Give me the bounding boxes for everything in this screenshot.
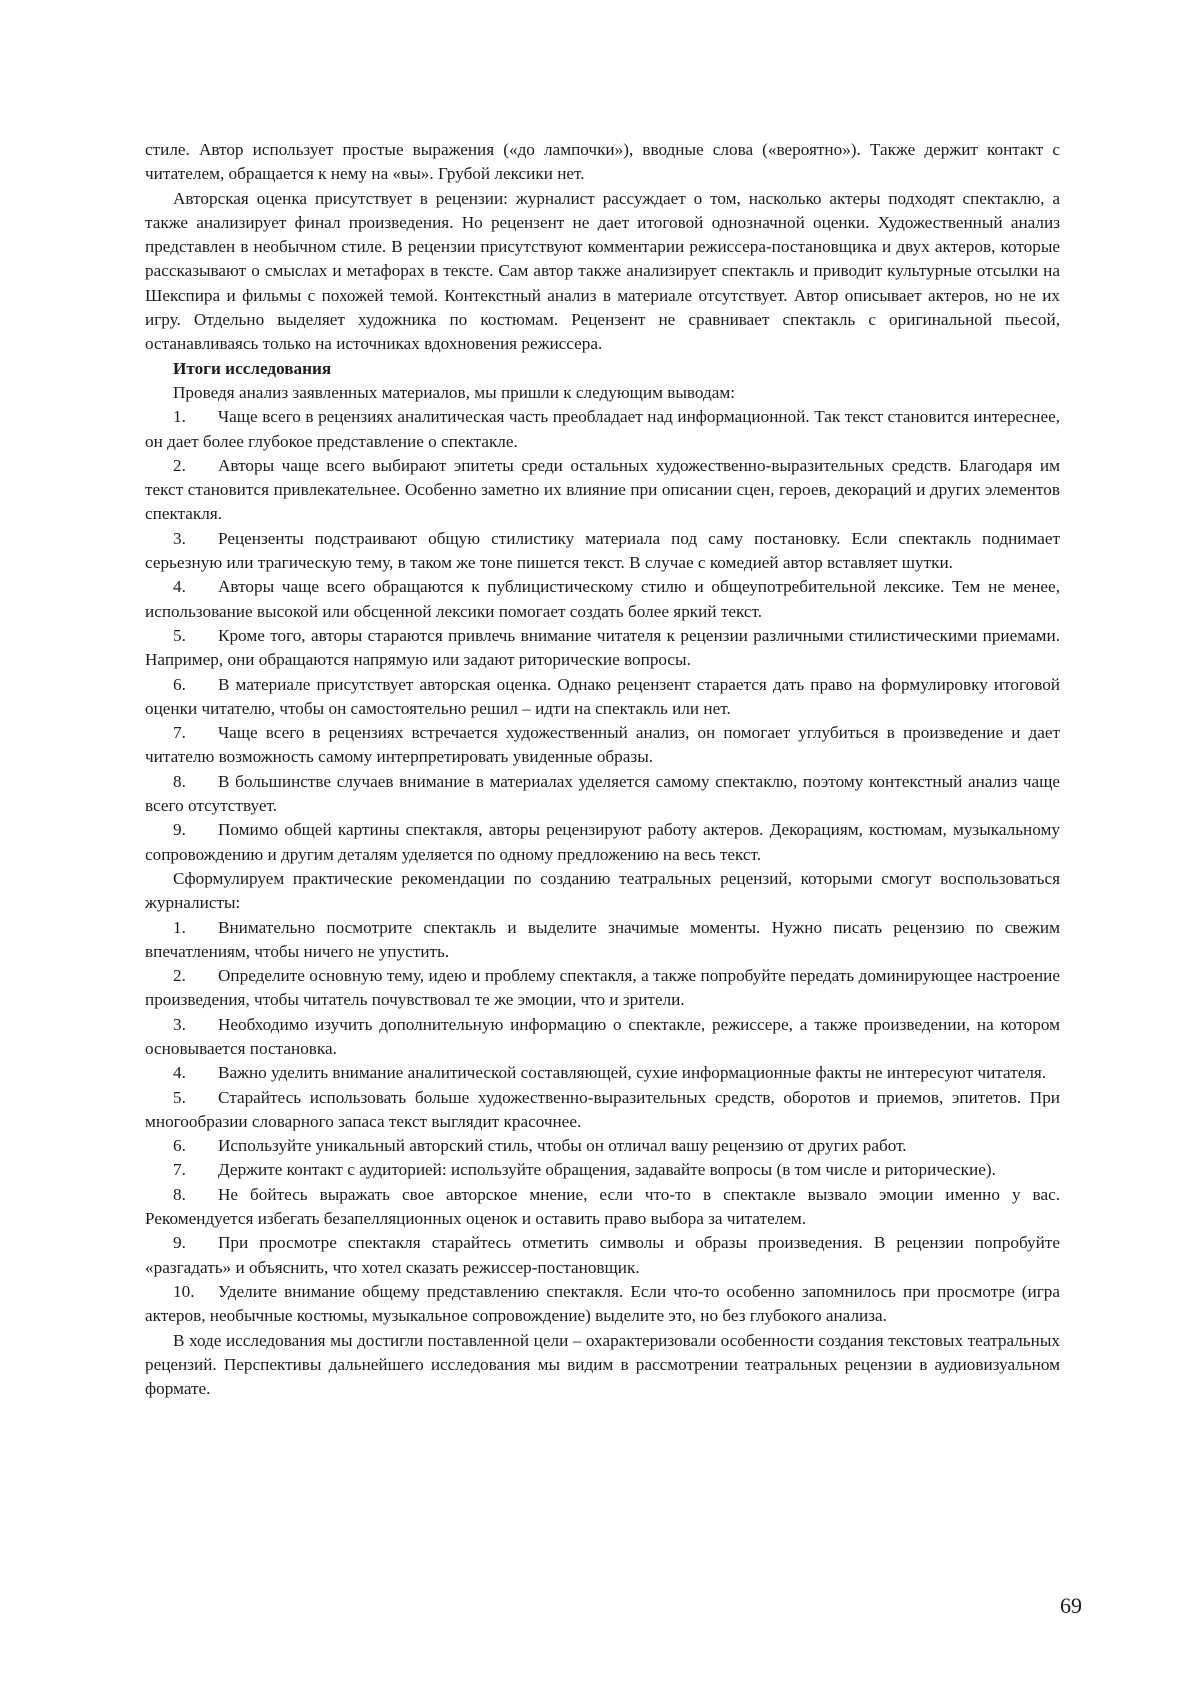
recommendation-item-3 — [145, 1013, 1060, 1062]
recommendation-item-8 — [145, 1183, 1060, 1232]
item-number: 4. — [173, 577, 186, 597]
item-text: Чаще всего в рецензиях встречается художественный анализ, он помогает углубиться в произведение и дает читателю возможность самому интерпретировать увиденные образы. — [145, 723, 1060, 767]
item-text: Используйте уникальный авторский стиль, чтобы он отличал вашу рецензию от других работ. — [218, 1136, 907, 1156]
results-item-8 — [145, 770, 1060, 819]
results-item-2 — [145, 454, 1060, 527]
recommendations-lead: Сформулируем практические рекомендации по созданию театральных рецензий, которыми смогут воспользоваться журналисты: — [145, 868, 1060, 913]
results-item-3 — [145, 527, 1060, 576]
item-text: Важно уделить внимание аналитической составляющей, сухие информационные факты не интересуют читателя. — [218, 1063, 1047, 1083]
body-text — [145, 138, 1060, 1401]
item-number: 3. — [173, 1014, 186, 1034]
item-number: 3. — [173, 528, 186, 548]
item-number: 7. — [173, 1160, 186, 1180]
recommendation-item-10 — [145, 1280, 1060, 1329]
item-text: Необходимо изучить дополнительную информацию о спектакле, режиссере, а также произведении, на котором основывается постановка. — [145, 1014, 1060, 1058]
item-number: 7. — [173, 723, 186, 743]
conclusion-paragraph: В ходе исследования мы достигли поставленной цели – охарактеризовали особенности создания текстовых театральных рецензий. Перспективы дальнейшего исследования мы видим в рассмотрении театральных рецензии в аудиовизуальном формате. — [145, 1330, 1060, 1399]
item-text: При просмотре спектакля старайтесь отметить символы и образы произведения. В рецензии попробуйте «разгадать» и объяснить, что хотел сказать режиссер-постановщик. — [145, 1233, 1060, 1277]
item-text: Держите контакт с аудиторией: используйте обращения, задавайте вопросы (в том числе и риторические). — [218, 1160, 996, 1180]
recommendation-item-1 — [145, 916, 1060, 965]
results-lead: Проведя анализ заявленных материалов, мы пришли к следующим выводам: — [173, 382, 736, 402]
recommendation-item-7 — [145, 1158, 1060, 1182]
results-item-1 — [145, 405, 1060, 454]
item-number: 6. — [173, 674, 186, 694]
recommendation-item-5 — [145, 1086, 1060, 1135]
intro-paragraph-1: стиле. Автор использует простые выражения («до лампочки»), вводные слова («вероятно»). Также держит контакт с читателем, обращается к нему на «вы». Грубой лексики нет. — [145, 140, 1060, 184]
item-number: 4. — [173, 1063, 186, 1083]
page-number: 69 — [1060, 1593, 1082, 1618]
intro-paragraph-2: Авторская оценка присутствует в рецензии: журналист рассуждает о том, насколько актеры подходят спектаклю, а также анализирует финал произведения. Но рецензент не дает итоговой однозначной оценки. Художественный анализ представлен в необычном стиле. В рецензии присутствуют комментарии режиссера-постановщика и двух актеров, которые рассказывают о смыслах и метафорах в тексте. Сам автор также анализирует спектакль и приводит культурные отсылки на Шекспира и фильмы с похожей темой. Контекстный анализ в материале отсутствует. Автор описывает актеров, но не их игру. Отдельно выделяет художника по костюмам. Рецензент не сравнивает спектакль с оригинальной пьесой, останавливаясь только на источниках вдохновения режиссера. — [145, 188, 1060, 354]
recommendation-item-4 — [145, 1061, 1060, 1085]
results-item-5 — [145, 624, 1060, 673]
item-text: В большинстве случаев внимание в материалах уделяется самому спектаклю, поэтому контекстный анализ чаще всего отсутствует. — [145, 771, 1060, 816]
item-number: 2. — [173, 455, 186, 475]
item-text: Определите основную тему, идею и проблему спектакля, а также попробуйте передать доминирующее настроение произведения, чтобы читатель почувствовал те же эмоции, что и зрители. — [145, 966, 1060, 1010]
recommendation-item-2 — [145, 964, 1060, 1013]
item-text: Помимо общей картины спектакля, авторы рецензируют работу актеров. Декорациям, костюмам, музыкальному сопровождению и другим деталям уделяется по одному предложению на весь текст. — [145, 820, 1060, 864]
item-text: Не бойтесь выражать свое авторское мнение, если что-то в спектакле вызвало эмоции именно у вас. Рекомендуется избегать безапелляционных оценок и оставить право выбора за читателем. — [145, 1184, 1060, 1229]
item-text: Внимательно посмотрите спектакль и выделите значимые моменты. Нужно писать рецензию по свежим впечатлениям, чтобы ничего не упустить. — [145, 917, 1060, 961]
item-number: 10. — [173, 1281, 195, 1301]
recommendation-item-9 — [145, 1231, 1060, 1280]
item-text: В материале присутствует авторская оценка. Однако рецензент старается дать право на формулировку итоговой оценки читателю, чтобы он самостоятельно решил – идти на спектакль или нет. — [145, 674, 1060, 718]
item-number: 6. — [173, 1136, 186, 1156]
item-number: 9. — [173, 1233, 186, 1253]
results-item-7 — [145, 721, 1060, 770]
item-number: 5. — [173, 625, 186, 645]
results-item-9 — [145, 818, 1060, 867]
item-number: 2. — [173, 966, 186, 986]
item-text: Уделите внимание общему представлению спектакля. Если что-то особенно запомнилось при просмотре (игра актеров, необычные костюмы, музыкальное сопровождение) выделите это, но без глубокого анализа. — [145, 1281, 1060, 1326]
item-number: 8. — [173, 771, 186, 791]
item-number: 1. — [173, 407, 186, 427]
item-text: Рецензенты подстраивают общую стилистику материала под саму постановку. Если спектакль поднимает серьезную или трагическую тему, в таком же тоне пишется текст. В случае с комедией автор вставляет шутки. — [145, 528, 1060, 573]
results-item-4 — [145, 575, 1060, 624]
item-text: Авторы чаще всего обращаются к публицистическому стилю и общеупотребительной лексике. Тем не менее, использование высокой или обсценной лексики помогает создать более яркий текст. — [145, 577, 1060, 621]
item-text: Чаще всего в рецензиях аналитическая часть преобладает над информационной. Так текст становится интереснее, он дает более глубокое представление о спектакле. — [145, 407, 1060, 451]
item-number: 8. — [173, 1184, 186, 1204]
recommendation-item-6 — [145, 1134, 1060, 1158]
item-number: 9. — [173, 820, 186, 840]
item-text: Старайтесь использовать больше художественно-выразительных средств, оборотов и приемов, эпитетов. При многообразии словарного запаса текст выглядит красочнее. — [145, 1087, 1060, 1131]
item-text: Авторы чаще всего выбирают эпитеты среди остальных художественно-выразительных средств. Благодаря им текст становится привлекательнее. Особенно заметно их влияние при описании сцен, героев, декораций и других элементов спектакля. — [145, 455, 1060, 524]
results-item-6 — [145, 673, 1060, 722]
section-heading: Итоги исследования — [173, 358, 332, 378]
item-text: Кроме того, авторы стараются привлечь внимание читателя к рецензии различными стилистическими приемами. Например, они обращаются напрямую или задают риторические вопросы. — [145, 625, 1060, 670]
item-number: 5. — [173, 1087, 186, 1107]
item-number: 1. — [173, 917, 186, 937]
